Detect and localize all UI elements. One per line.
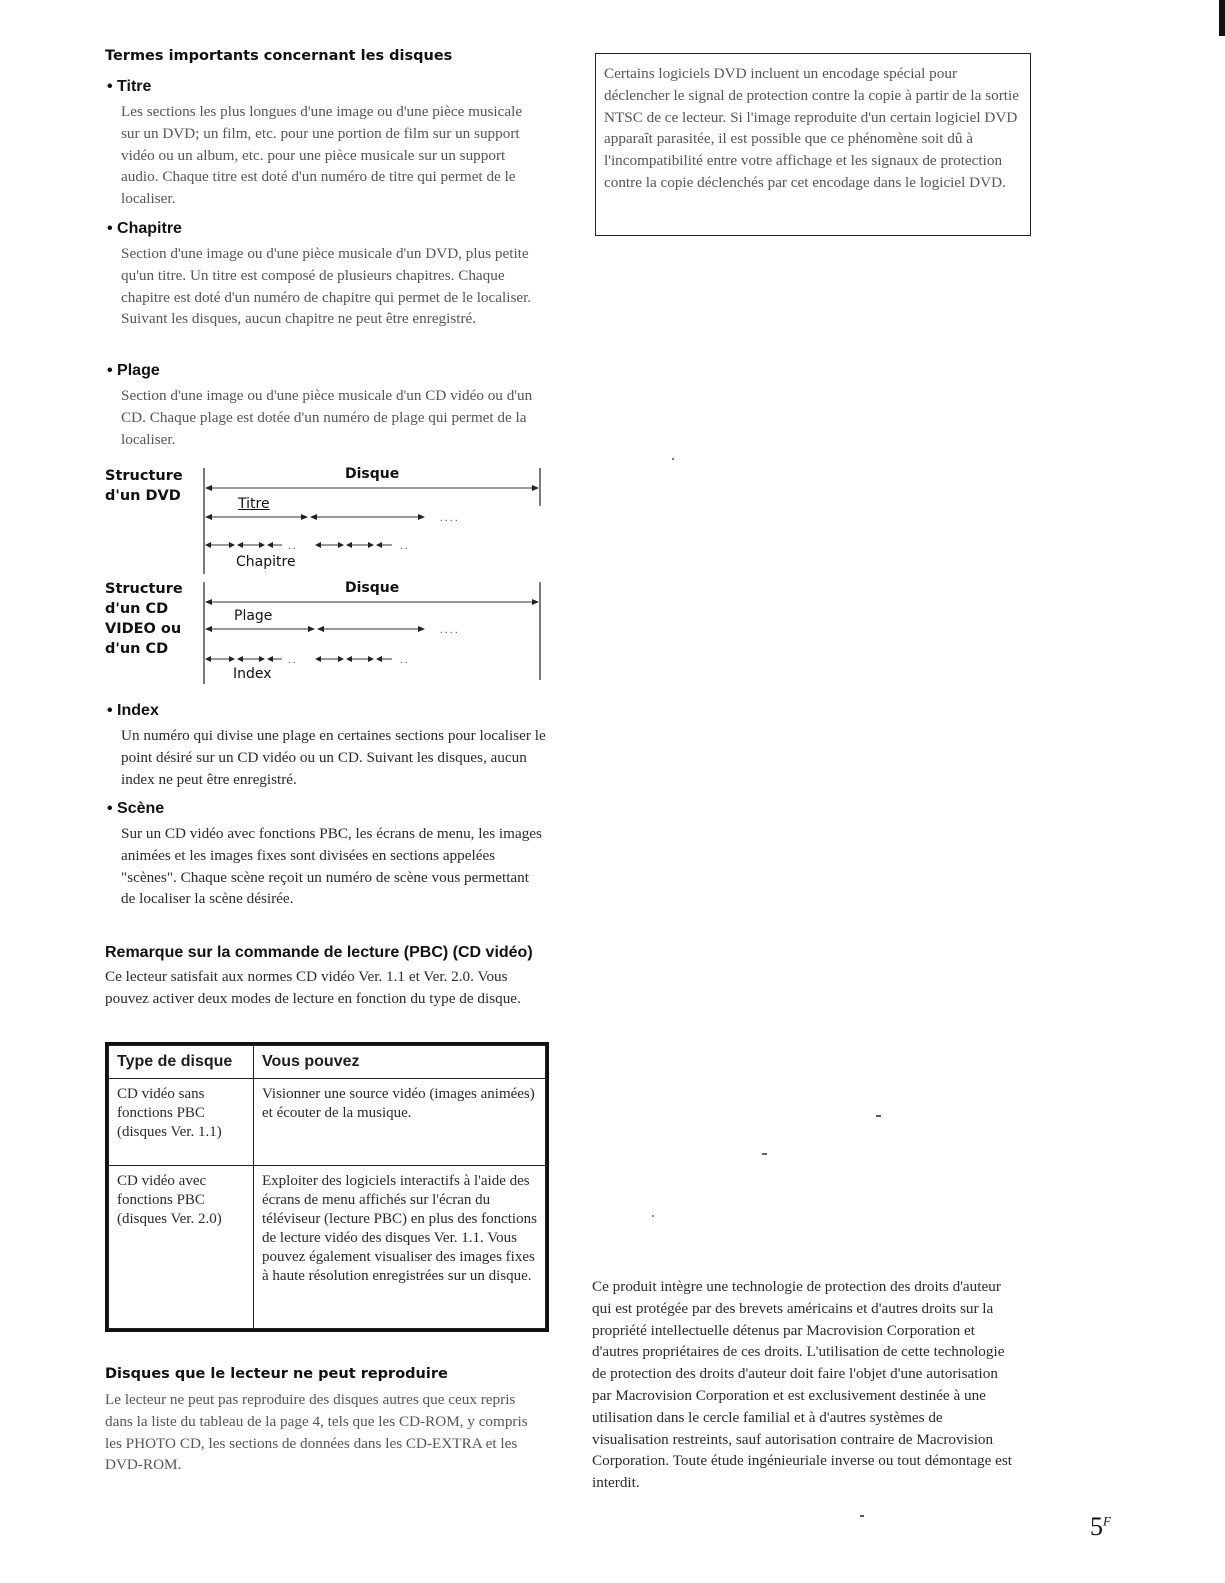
page-number-value: 5: [1090, 1512, 1103, 1541]
table-header-type: Type de disque: [109, 1046, 254, 1079]
cd-structure-label: Structure d'un CD VIDEO ou d'un CD: [105, 581, 183, 657]
table-cell-action: Exploiter des logiciels interactifs à l'aide des écrans de menu affichés sur l'écran du téléviseur (lecture PBC) en plus des fonctions de lecture vidéo des disques Ver. 1.1. Vous pouvez également visualiser des images fixes à haute résolution enregistrées sur un disque.: [254, 1166, 546, 1329]
cd-index-label: Index: [233, 666, 272, 682]
dvd-structure-diagram: [200, 466, 545, 574]
svg-text:. .: . .: [288, 655, 296, 666]
unplayable-text: Le lecteur ne peut pas reproduire des disques autres que ceux repris dans la liste du tableau de la page 4, tels que les CD-ROM, y compris les PHOTO CD, les sections de données dans les CD-EXTRA et les DVD-ROM.: [105, 1391, 528, 1474]
table-header-row: [109, 1046, 546, 1079]
dvd-chapitre-label: Chapitre: [236, 554, 296, 570]
titre-text: Les sections les plus longues d'une image ou d'une pièce musicale sur un DVD; un film, etc. pour une portion de film sur un support vidéo ou un album, etc. pour une pièce musicale sur un support audio. Chaque titre est doté d'un numéro de titre qui permet de le localiser.: [121, 103, 523, 208]
heading-terms: Termes importants concernant les disques: [105, 48, 453, 64]
table-header-action: Vous pouvez: [254, 1046, 546, 1079]
scene-text: Sur un CD vidéo avec fonctions PBC, les écrans de menu, les images animées et les images fixes sont divisées en sections appelées "scènes". Chaque scène reçoit un numéro de scène vous permettant de localiser la scène désirée.: [121, 825, 542, 908]
macrovision-text: Ce produit intègre une technologie de protection des droits d'auteur qui est protégée par des brevets américains et d'autres droits sur la propriété intellectuelle détenus par Macrovision Corporation et d'autres propriétaires de ces droits. L'utilisation de cette technologie de protection des droits d'auteur doit faire l'objet d'une autorisation par Macrovision Corporation et est exclusivement destinée à une utilisation dans le cercle familial et à d'autres systèmes de visualisation restreints, sauf autorisation contraire de Macrovision Corporation. Toute étude ingénieuriale inverse ou tout démontage est interdit.: [592, 1278, 1012, 1492]
table-cell-type: CD vidéo sans fonctions PBC (disques Ver. 1.1): [109, 1079, 254, 1166]
svg-text:. .: . .: [288, 541, 296, 552]
bullet-scene: • Scène: [107, 800, 165, 817]
unplayable-heading: Disques que le lecteur ne peut reproduire: [105, 1366, 448, 1382]
index-text: Un numéro qui divise une plage en certaines sections pour localiser le point désiré sur un CD vidéo ou un CD. Suivant les disques, aucun index ne peut être enregistré.: [121, 727, 546, 788]
bullet-index: • Index: [107, 702, 159, 719]
bullet-titre: • Titre: [107, 78, 152, 95]
cd-plage-label: Plage: [234, 608, 273, 624]
pbc-heading: Remarque sur la commande de lecture (PBC) (CD vidéo): [105, 944, 533, 961]
chapitre-text: Section d'une image ou d'une pièce musicale d'un DVD, plus petite qu'un titre. Un titre est composé de plusieurs chapitres. Chaque chapitre est doté d'un numéro de chapitre qui permet de le localiser. Suivant les disques, aucun chapitre ne peut être enregistré.: [121, 245, 532, 328]
table-row: [109, 1166, 546, 1329]
pbc-table-wrapper: [105, 1042, 549, 1332]
scan-speck: [762, 1153, 767, 1155]
index-label: Index: [117, 702, 159, 719]
scan-speck: [652, 1215, 654, 1217]
table-cell-type: CD vidéo avec fonctions PBC (disques Ver. 2.0): [109, 1166, 254, 1329]
plage-text: Section d'une image ou d'une pièce musicale d'un CD vidéo ou d'un CD. Chaque plage est dotée d'un numéro de plage qui permet de la localiser.: [121, 387, 533, 448]
svg-text:. . . .: . . . .: [440, 513, 458, 524]
page-number-suffix: F: [1103, 1513, 1111, 1529]
svg-text:. .: . .: [400, 655, 408, 666]
scan-speck: [672, 458, 674, 460]
chapitre-label: Chapitre: [117, 220, 182, 237]
pbc-table: [108, 1045, 546, 1329]
cd-disque-label: Disque: [345, 580, 400, 596]
titre-label: Titre: [117, 78, 152, 95]
dvd-structure-label: Structure d'un DVD: [105, 468, 183, 504]
pbc-text: Ce lecteur satisfait aux normes CD vidéo Ver. 1.1 et Ver. 2.0. Vous pouvez activer deux modes de lecture en fonction du type de disque.: [105, 968, 521, 1007]
table-cell-action: Visionner une source vidéo (images animées) et écouter de la musique.: [254, 1079, 546, 1166]
scan-speck: [860, 1515, 864, 1517]
plage-label: Plage: [117, 362, 160, 379]
bullet-plage: • Plage: [107, 362, 160, 379]
dvd-disque-label: Disque: [345, 466, 400, 482]
bullet-chapitre: • Chapitre: [107, 220, 182, 237]
table-row: [109, 1079, 546, 1166]
svg-text:. . . .: . . . .: [440, 625, 458, 636]
binding-mark: [1219, 0, 1225, 36]
svg-text:. .: . .: [400, 541, 408, 552]
scene-label: Scène: [117, 800, 165, 817]
copy-protection-box: Certains logiciels DVD incluent un encodage spécial pour déclencher le signal de protection contre la copie à partir de la sortie NTSC de ce lecteur. Si l'image reproduite d'un certain logiciel DVD apparaît parasitée, il est possible que ce phénomène soit dû à l'incompatibilité entre votre affichage et les signaux de protection contre la copie déclenchés par cet encodage dans le logiciel DVD.: [595, 53, 1031, 236]
scan-speck: [876, 1115, 881, 1117]
page-number: [1090, 1512, 1111, 1542]
cd-structure-diagram: [200, 580, 545, 688]
dvd-titre-label: Titre: [238, 496, 270, 512]
